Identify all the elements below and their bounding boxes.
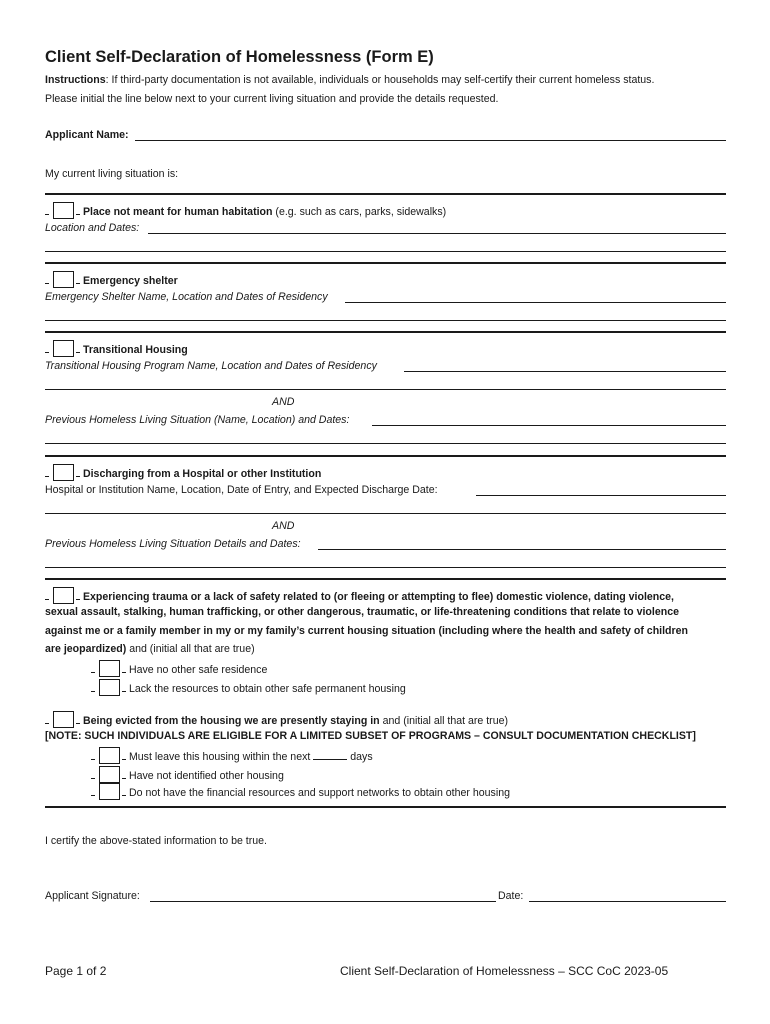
applicant-name-field[interactable] <box>135 140 726 141</box>
evicted-suboption-2-box[interactable] <box>99 766 120 783</box>
emergency-shelter-field-label: Emergency Shelter Name, Location and Dates of Residency <box>45 291 328 303</box>
section-divider <box>45 455 726 457</box>
discharging-field[interactable] <box>476 495 726 496</box>
place-not-meant-heading: Place not meant for human habitation <box>82 206 273 218</box>
transitional-housing-heading: Transitional Housing <box>82 344 188 356</box>
transitional-previous-field[interactable] <box>372 425 726 426</box>
instructions-line-2: Please initial the line below next to your current living situation and provide the details requested. <box>45 93 499 105</box>
evicted-note: [NOTE: SUCH INDIVIDUALS ARE ELIGIBLE FOR A LIMITED SUBSET OF PROGRAMS – CONSULT DOCUMENTATION CHECKLIST] <box>45 730 696 742</box>
discharging-heading: Discharging from a Hospital or other Institution <box>82 468 322 480</box>
emergency-shelter-initial-box[interactable] <box>53 271 74 288</box>
emergency-shelter-extra-line[interactable] <box>45 320 726 321</box>
evicted-suboption-3-box[interactable] <box>99 783 120 800</box>
certify-text: I certify the above-stated information to be true. <box>45 835 267 847</box>
living-situation-intro: My current living situation is: <box>45 168 179 180</box>
transitional-housing-and: AND <box>272 396 295 408</box>
section-divider <box>45 578 726 580</box>
section-divider <box>45 806 726 808</box>
discharging-and: AND <box>272 520 295 532</box>
trauma-line-4: are jeopardized) and (initial all that are true) <box>45 643 255 655</box>
transitional-housing-field[interactable] <box>404 371 726 372</box>
discharging-extra-line[interactable] <box>45 513 726 514</box>
trauma-suboption-2-box[interactable] <box>99 679 120 696</box>
evicted-suboption-2: Have not identified other housing <box>91 766 284 783</box>
section-divider <box>45 331 726 333</box>
discharging-previous-label: Previous Homeless Living Situation Details and Dates: <box>45 538 301 550</box>
signature-label: Applicant Signature: <box>45 890 140 902</box>
emergency-shelter-option <box>45 271 178 288</box>
transitional-previous-extra-line[interactable] <box>45 443 726 444</box>
place-not-meant-initial-box[interactable] <box>53 202 74 219</box>
place-not-meant-note: (e.g. such as cars, parks, sidewalks) <box>272 206 447 218</box>
trauma-line-1: Experiencing trauma or a lack of safety related to (or fleeing or attempting to flee) domestic violence, dating violence, <box>82 591 674 603</box>
place-not-meant-option <box>45 202 446 219</box>
evicted-suboption-3: Do not have the financial resources and support networks to obtain other housing <box>91 783 510 800</box>
discharging-previous-field[interactable] <box>318 549 726 550</box>
transitional-housing-option <box>45 340 188 357</box>
page-title: Client Self-Declaration of Homelessness (Form E) <box>45 48 434 66</box>
trauma-suboption-1-box[interactable] <box>99 660 120 677</box>
instructions-text: : If third-party documentation is not available, individuals or households may self-certify their current homeless status. <box>105 74 655 86</box>
footer-form-name: Client Self-Declaration of Homelessness – SCC CoC 2023-05 <box>340 964 669 978</box>
applicant-name-label: Applicant Name: <box>45 129 129 141</box>
discharging-option <box>45 464 321 481</box>
page-number: Page 1 of 2 <box>45 964 107 978</box>
date-label: Date: <box>498 890 524 902</box>
emergency-shelter-heading: Emergency shelter <box>82 275 178 287</box>
evicted-initial-box[interactable] <box>53 711 74 728</box>
days-blank-field[interactable] <box>313 749 347 760</box>
section-divider <box>45 262 726 264</box>
emergency-shelter-field[interactable] <box>345 302 726 303</box>
trauma-option <box>45 587 674 604</box>
trauma-initial-box[interactable] <box>53 587 74 604</box>
evicted-suboption-1-box[interactable] <box>99 747 120 764</box>
instructions-label: Instructions <box>45 74 106 86</box>
transitional-housing-field-label: Transitional Housing Program Name, Location and Dates of Residency <box>45 360 377 372</box>
trauma-suboption-2: Lack the resources to obtain other safe permanent housing <box>91 679 406 696</box>
place-not-meant-extra-line[interactable] <box>45 251 726 252</box>
transitional-housing-extra-line[interactable] <box>45 389 726 390</box>
section-divider <box>45 193 726 195</box>
discharging-field-label: Hospital or Institution Name, Location, Date of Entry, and Expected Discharge Date: <box>45 484 438 496</box>
signature-field[interactable] <box>150 901 496 902</box>
evicted-option: Being evicted from the housing we are presently staying in and (initial all that are true) <box>45 711 508 728</box>
evicted-heading: Being evicted from the housing we are presently staying in <box>82 715 380 727</box>
evicted-suboption-1: Must leave this housing within the next days <box>91 747 373 764</box>
transitional-housing-initial-box[interactable] <box>53 340 74 357</box>
place-not-meant-field-label: Location and Dates: <box>45 222 140 234</box>
instructions-line-1 <box>45 73 654 87</box>
trauma-line-2: sexual assault, stalking, human trafficking, or other dangerous, traumatic, or life-threatening conditions that relate to violence <box>45 606 679 618</box>
discharging-initial-box[interactable] <box>53 464 74 481</box>
discharging-previous-extra-line[interactable] <box>45 567 726 568</box>
place-not-meant-location-field[interactable] <box>148 233 726 234</box>
date-field[interactable] <box>529 901 726 902</box>
trauma-line-3: against me or a family member in my or my family’s current housing situation (including where the health and safety of children <box>45 625 689 637</box>
trauma-suboption-1: Have no other safe residence <box>91 660 267 677</box>
transitional-previous-label: Previous Homeless Living Situation (Name, Location) and Dates: <box>45 414 350 426</box>
